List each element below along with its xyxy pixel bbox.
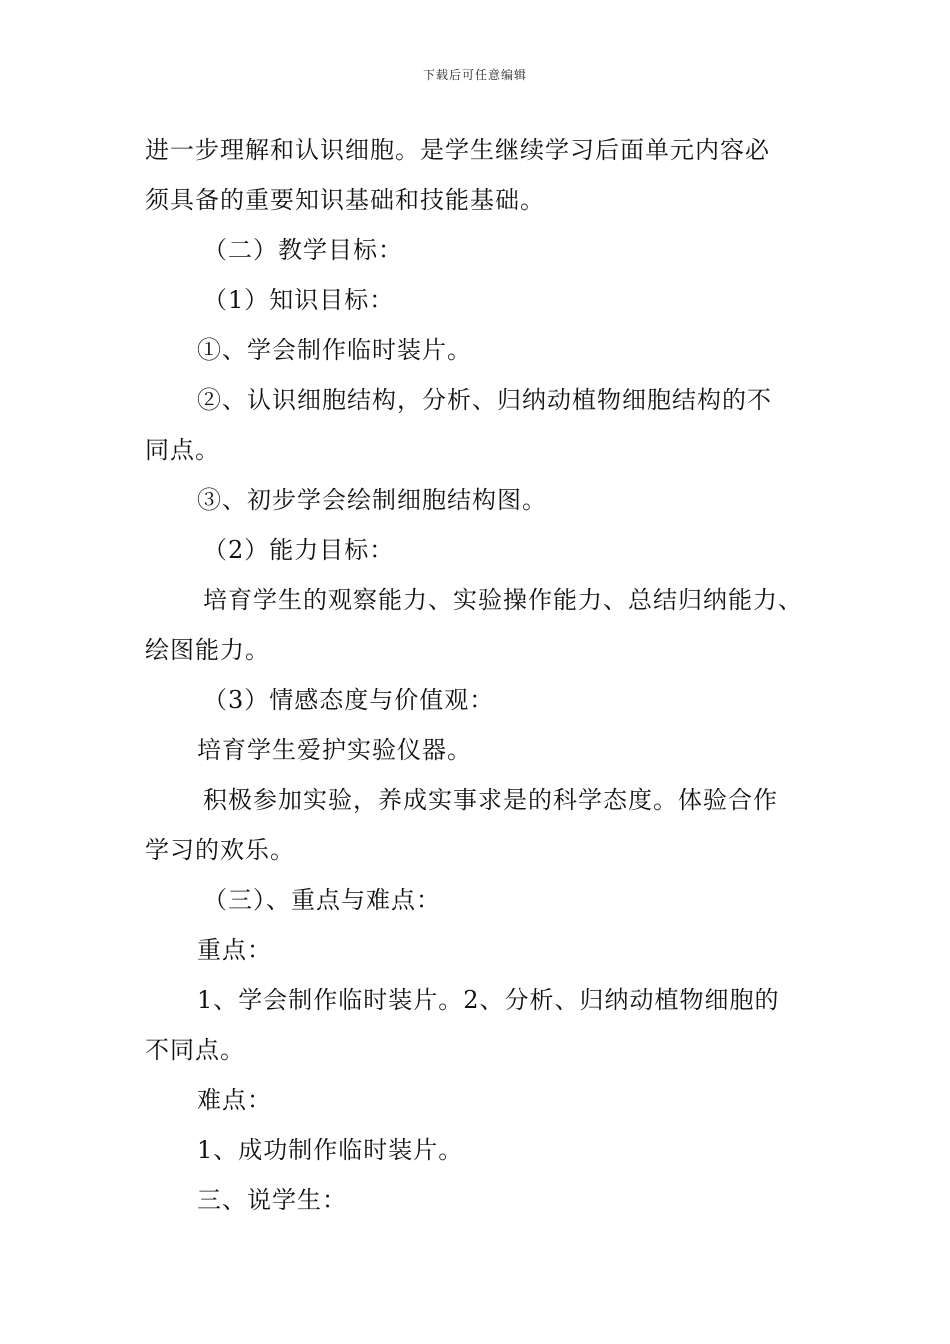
section-heading: 三、说学生： [197, 1186, 347, 1214]
list-item: 1、学会制作临时装片。2、分析、归纳动植物细胞的 [197, 986, 780, 1014]
subsection-heading: （2）能力目标： [203, 536, 395, 564]
subsection-heading: （3）情感态度与价值观： [203, 686, 495, 714]
subsection-heading: 难点： [197, 1086, 272, 1114]
document-body [145, 128, 815, 1228]
list-item: ③、初步学会绘制细胞结构图。 [197, 486, 547, 514]
paragraph-line: 培育学生的观察能力、实验操作能力、总结归纳能力、 [203, 586, 803, 614]
paragraph-line: 积极参加实验，养成实事求是的科学态度。体验合作 [203, 786, 778, 814]
paragraph-line: 须具备的重要知识基础和技能基础。 [145, 186, 545, 214]
page-header: 下载后可任意编辑 [422, 68, 527, 82]
paragraph-line: 培育学生爱护实验仪器。 [197, 736, 472, 764]
list-item: 1、成功制作临时装片。 [197, 1136, 464, 1164]
paragraph-line: 学习的欢乐。 [145, 836, 295, 864]
paragraph-line: 进一步理解和认识细胞。是学生继续学习后面单元内容必 [145, 136, 770, 164]
subsection-heading: （1）知识目标： [203, 286, 395, 314]
list-item: ②、认识细胞结构，分析、归纳动植物细胞结构的不 [197, 386, 772, 414]
list-item: ①、学会制作临时装片。 [197, 336, 472, 364]
subsection-heading: 重点： [197, 936, 272, 964]
paragraph-line: 不同点。 [145, 1036, 245, 1064]
section-heading: （三）、重点与难点： [203, 886, 441, 914]
paragraph-line: 同点。 [145, 436, 220, 464]
section-heading: （二）教学目标： [203, 236, 403, 264]
paragraph-line: 绘图能力。 [145, 636, 270, 664]
